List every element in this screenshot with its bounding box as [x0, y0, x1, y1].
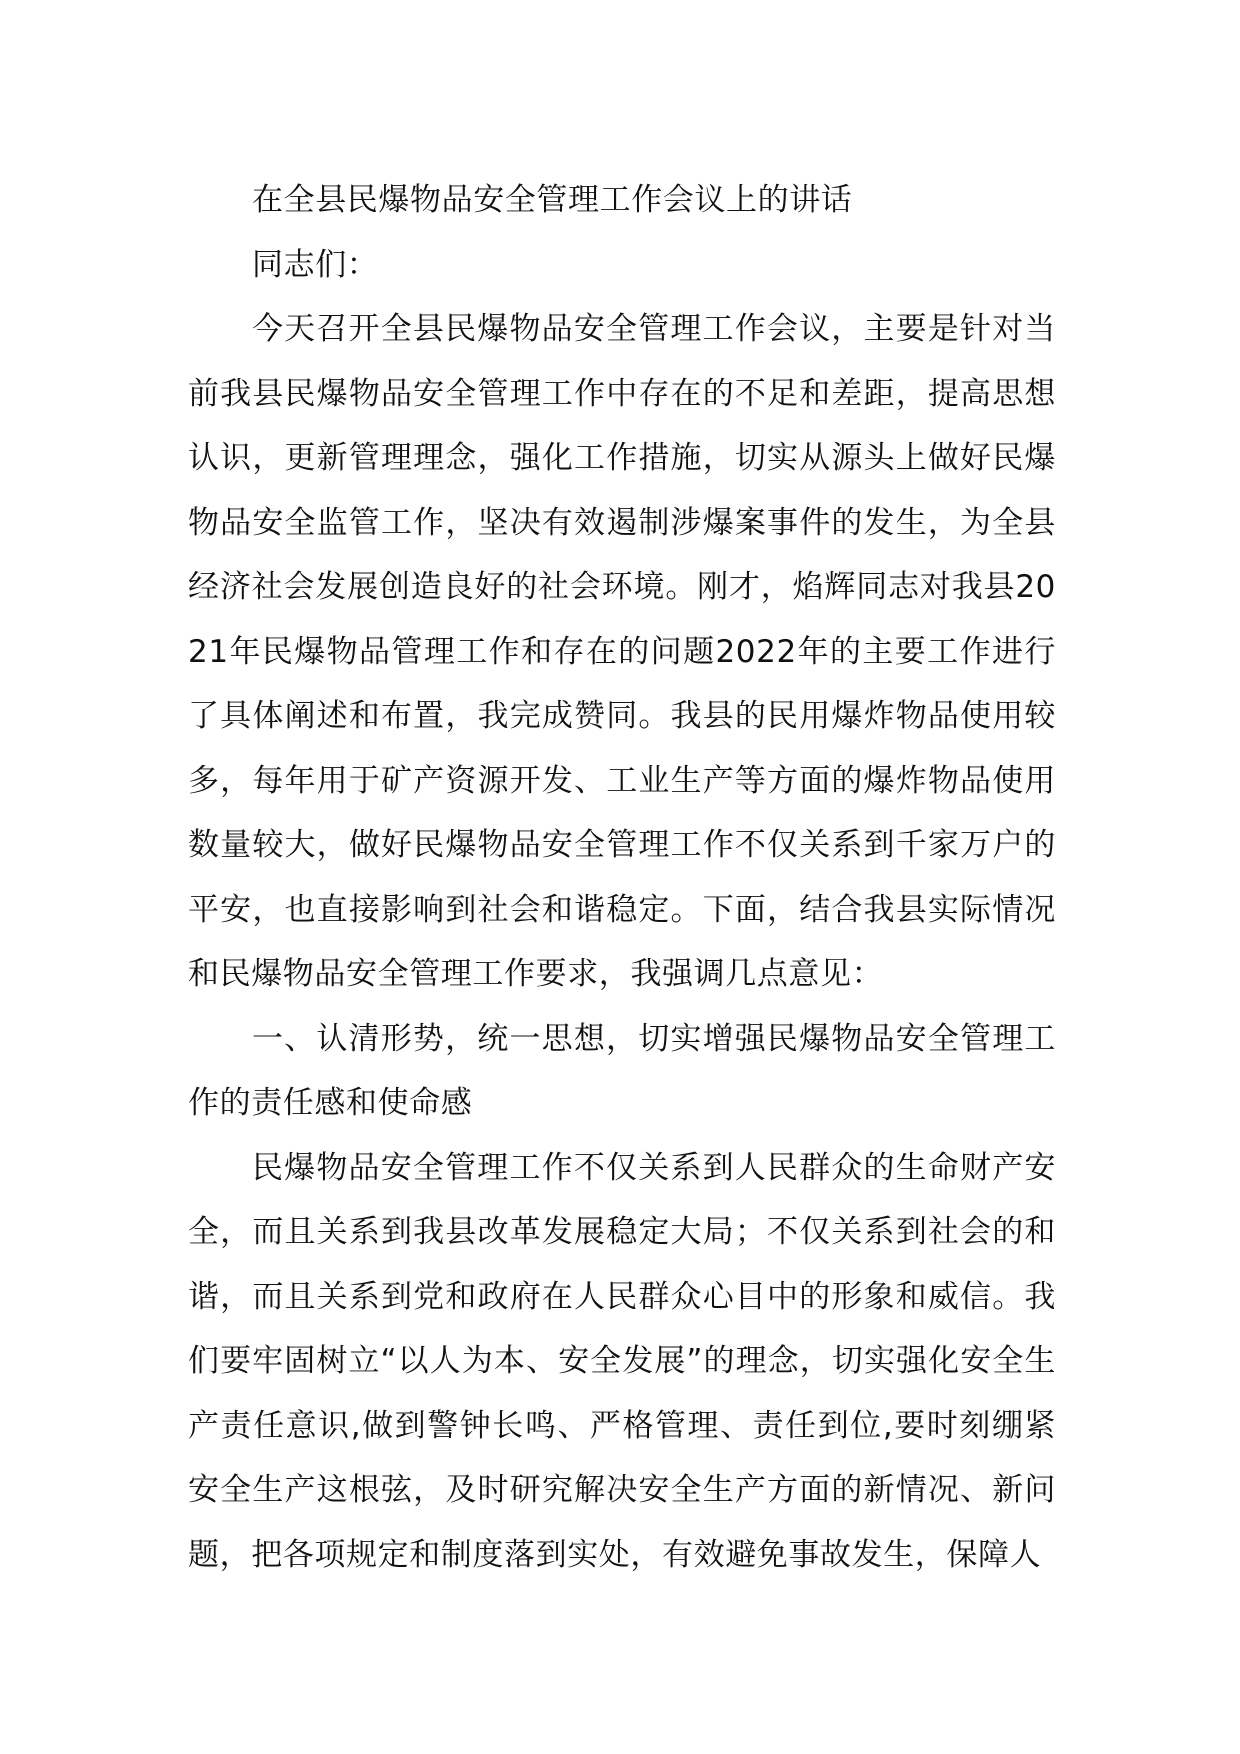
salutation: 同志们：	[252, 246, 379, 283]
paragraph-opening: 今天召开全县民爆物品安全管理工作会议，主要是针对当前我县民爆物品安全管理工作中存在的不足和差距，提高思想认识，更新管理理念，强化工作措施，切实从源头上做好民爆物品安全监管工作，坚决有效遏制涉爆案事件的发生，为全县经济社会发展创造良好的社会环境。刚才，焰辉同志对我县2021年民爆物品管理工作和存在的问题2022年的主要工作进行了具体阐述和布置，我完成赞同。我县的民用爆炸物品使用较多，每年用于矿产资源开发、工业生产等方面的爆炸物品使用数量较大，做好民爆物品安全管理工作不仅关系到千家万户的平安，也直接影响到社会和谐稳定。下面，结合我县实际情况和民爆物品安全管理工作要求，我强调几点意见：	[188, 311, 1056, 992]
paragraph-section-1: 民爆物品安全管理工作不仅关系到人民群众的生命财产安全，而且关系到我县改革发展稳定大局；不仅关系到社会的和谐，而且关系到党和政府在人民群众心目中的形象和威信。我们要牢固树立“以人为本、安全发展”的理念，切实强化安全生产责任意识,做到警钟长鸣、严格管理、责任到位,要时刻绷紧安全生产这根弦，及时研究解决安全生产方面的新情况、新问题，把各项规定和制度落到实处，有效避免事故发生，保障人	[188, 1149, 1056, 1573]
section-heading-1: 一、认清形势，统一思想，切实增强民爆物品安全管理工作的责任感和使命感	[188, 1020, 1056, 1121]
document-title: 在全县民爆物品安全管理工作会议上的讲话	[252, 182, 853, 218]
document-body	[188, 168, 1056, 1587]
